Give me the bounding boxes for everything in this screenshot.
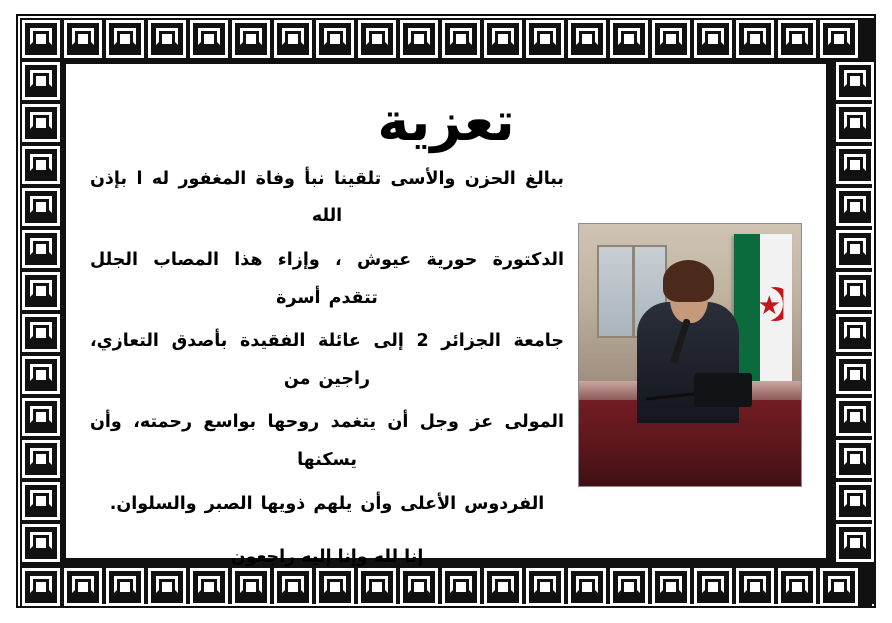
meander-tile bbox=[820, 568, 858, 606]
meander-tile bbox=[190, 20, 228, 58]
notice-paragraph-2: الدكتورة حورية عيوش ، وإزاء هذا المصاب الجلل تتقدم أسرة bbox=[90, 249, 564, 308]
meander-tile bbox=[232, 20, 270, 58]
meander-tile bbox=[22, 314, 60, 352]
meander-tile bbox=[106, 20, 144, 58]
meander-tile bbox=[22, 272, 60, 310]
notice-closing: إنا لله وإنا إليه راجعون bbox=[230, 547, 424, 568]
page-title: تعزية bbox=[377, 90, 515, 153]
deceased-photo bbox=[578, 223, 802, 487]
meander-tile bbox=[22, 440, 60, 478]
notice-paragraph-4: المولى عز وجل أن يتغمد روحها بواسع رحمته، وأن يسكنها bbox=[90, 412, 564, 471]
meander-tile bbox=[22, 356, 60, 394]
meander-tile bbox=[22, 482, 60, 520]
decorative-frame bbox=[16, 14, 876, 608]
meander-tile bbox=[836, 314, 874, 352]
meander-tile bbox=[778, 20, 816, 58]
photo-device bbox=[694, 373, 752, 407]
meander-tile bbox=[274, 20, 312, 58]
flag-star-icon: ★ bbox=[757, 290, 781, 321]
meander-tile bbox=[22, 230, 60, 268]
meander-tile bbox=[400, 20, 438, 58]
meander-tile bbox=[22, 568, 60, 606]
meander-tile bbox=[836, 272, 874, 310]
meander-tile bbox=[820, 20, 858, 58]
meander-tile bbox=[836, 440, 874, 478]
meander-tile bbox=[736, 20, 774, 58]
meander-tile bbox=[358, 20, 396, 58]
meander-tile bbox=[64, 20, 102, 58]
meander-tile bbox=[148, 20, 186, 58]
meander-tile bbox=[22, 104, 60, 142]
meander-tile bbox=[442, 20, 480, 58]
meander-tile bbox=[652, 20, 690, 58]
photo-column bbox=[576, 161, 808, 487]
meander-tile bbox=[836, 104, 874, 142]
meander-tile bbox=[836, 62, 874, 100]
meander-tile bbox=[22, 146, 60, 184]
meander-tile bbox=[526, 20, 564, 58]
notice-paragraph-5: الفردوس الأعلى وأن يلهم ذويها الصبر والسلوان. bbox=[109, 493, 545, 514]
meander-tile bbox=[694, 20, 732, 58]
meander-tile bbox=[610, 20, 648, 58]
algeria-flag bbox=[734, 234, 792, 381]
meander-tile bbox=[22, 62, 60, 100]
meander-tile bbox=[22, 398, 60, 436]
meander-tile bbox=[836, 146, 874, 184]
meander-tile bbox=[836, 188, 874, 226]
photo-person-hair bbox=[663, 260, 714, 302]
meander-tile bbox=[484, 20, 522, 58]
notice-paragraph-1: ببالغ الحزن والأسى تلقينا نبأ وفاة المغفور له ا بإذن الله bbox=[90, 168, 564, 227]
photo-window-bar bbox=[632, 247, 635, 336]
notice-content bbox=[70, 68, 822, 568]
notice-body bbox=[84, 161, 808, 575]
meander-tile bbox=[836, 524, 874, 562]
meander-tile bbox=[836, 356, 874, 394]
meander-tile bbox=[22, 20, 60, 58]
meander-tile bbox=[22, 524, 60, 562]
meander-tile bbox=[316, 20, 354, 58]
meander-tile bbox=[836, 398, 874, 436]
notice-paragraph-3: جامعة الجزائر 2 إلى عائلة الفقيدة بأصدق التعازي، راجين من bbox=[90, 331, 564, 389]
meander-tile bbox=[836, 230, 874, 268]
text-column bbox=[84, 161, 576, 575]
meander-tile bbox=[22, 188, 60, 226]
meander-tile bbox=[836, 482, 874, 520]
meander-tile bbox=[568, 20, 606, 58]
